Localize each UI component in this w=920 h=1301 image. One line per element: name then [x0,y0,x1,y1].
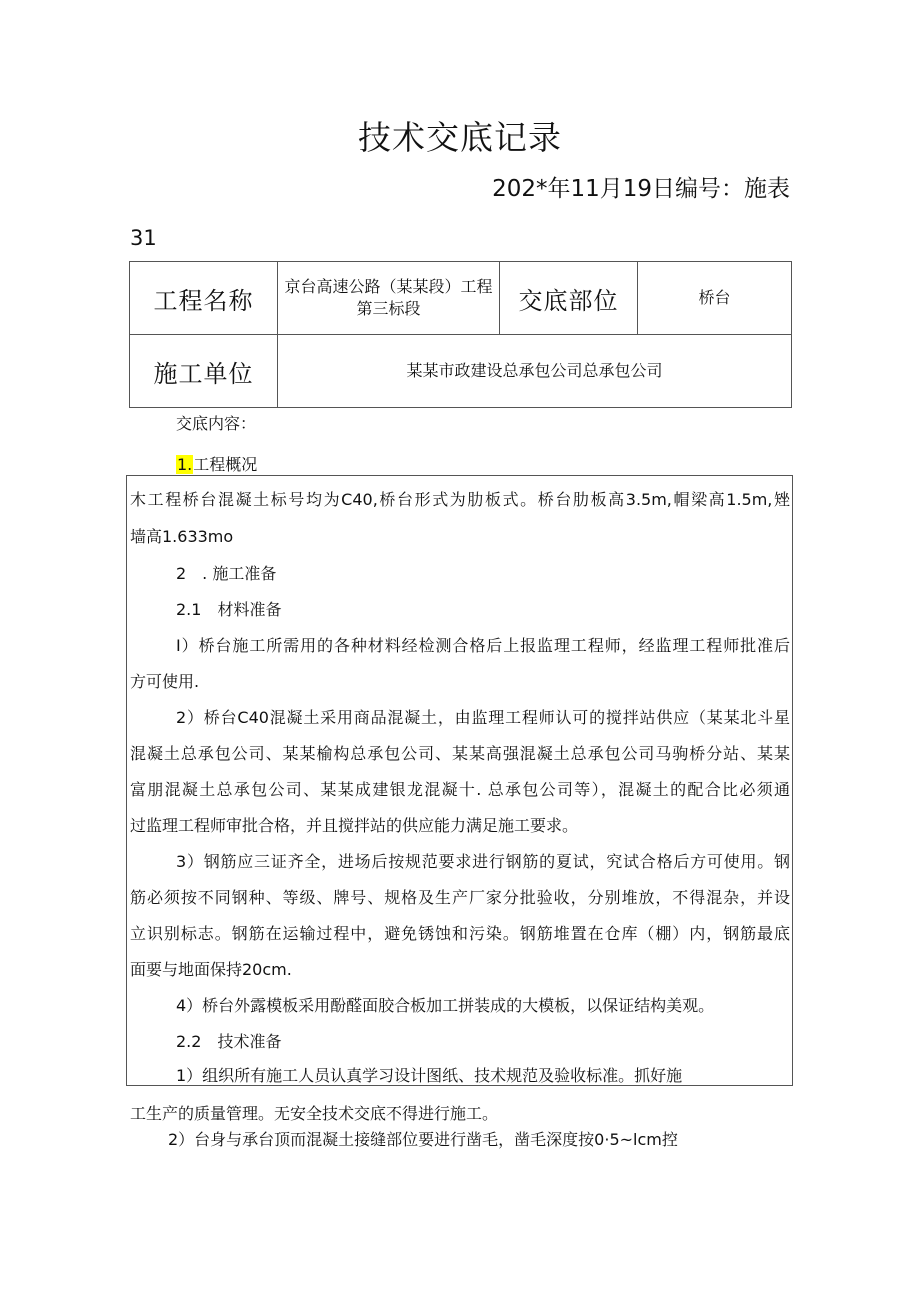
content-line: 筋必须按不同钢种、等级、牌号、规格及生产厂家分批验收，分别堆放，不得混杂，并设 [130,888,790,907]
content-line: 立识别标志。钢筋在运输过程中，避免锈蚀和污染。钢筋堆置在仓库（棚）内，钢筋最底 [130,924,790,943]
content-line: 面要与地面保持20cm. [130,960,292,979]
content-line: 工生产的质量管理。无安全技术交底不得进行施工。 [130,1104,499,1123]
project-name-line-1: 京台高速公路（某某段）工程 [284,277,493,296]
content-line: 混凝土总承包公司、某某榆构总承包公司、某某高强混凝土总承包公司马驹桥分站、某某 [130,744,790,763]
constructor-label: 施工单位 [130,335,278,408]
content-line: 2）台身与承台顶而混凝土接缝部位要进行凿毛，凿毛深度按0·5~lcm控 [168,1130,678,1149]
form-number-continuation: 31 [130,226,157,250]
content-line: 2）桥台C40混凝土采用商品混凝土，由监理工程师认可的搅拌站供应（某某北斗星 [176,708,790,727]
content-line: 4）桥台外露模板采用酚醛面胶合板加工拼装成的大模板，以保证结构美观。 [176,996,715,1015]
project-info-table [129,261,792,408]
content-line: 过监理工程师审批合格，并且搅拌站的供应能力满足施工要求。 [130,816,579,835]
section-1-title: 工程概况 [193,455,258,474]
section-1-heading [176,452,257,475]
content-line: I）桥台施工所需用的各种材料经检测合格后上报监理工程师，经监理工程师批准后 [176,636,790,655]
section-1-number: 1. [177,455,193,474]
document-title: 技术交底记录 [358,118,562,157]
content-line: 木工程桥台混凝土标号均为C40,桥台形式为肋板式。桥台肋板高3.5m,帽梁高1.5m,矬 [130,490,790,509]
content-line: 2.1 材料准备 [176,600,282,619]
content-line: 1）组织所有施工人员认真学习设计图纸、技术规范及验收标准。抓好施 [176,1066,683,1085]
project-name-label: 工程名称 [130,262,278,335]
constructor-value: 某某市政建设总承包公司总承包公司 [278,335,792,408]
location-value: 桥台 [638,262,792,335]
content-label: 交底内容： [176,414,257,433]
project-name-line-2: 第三标段 [356,299,421,318]
content-line: 2 . 施工准备 [176,564,277,583]
content-line: 富朋混凝土总承包公司、某某成建银龙混凝十. 总承包公司等），混凝土的配合比必须通 [130,780,790,799]
project-name-value [278,262,500,335]
content-line: 方可使用. [130,672,200,691]
content-line: 墙高1.633mo [130,527,234,546]
content-line: 2.2 技术准备 [176,1032,282,1051]
location-label: 交底部位 [500,262,638,335]
date-and-form-number: 202*年11月19日编号：施表 [492,176,790,202]
content-line: 3）钢筋应三证齐全，进场后按规范要求进行钢筋的夏试，究试合格后方可使用。钢 [176,852,790,871]
